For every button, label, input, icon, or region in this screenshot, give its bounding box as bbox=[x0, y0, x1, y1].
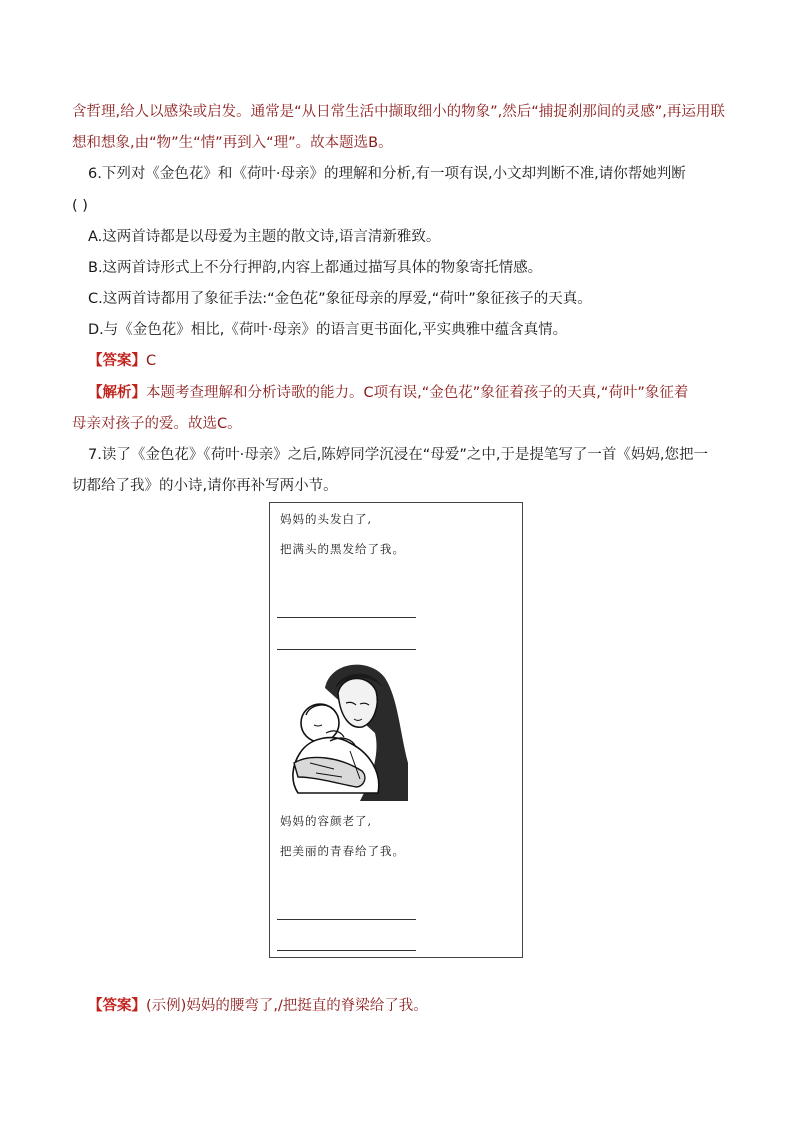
analysis-text: 本题考查理解和分析诗歌的能力。C项有误,“金色花”象征着孩子的天真,“荷叶”象征着 bbox=[146, 385, 689, 401]
previous-analysis-line-1: 含哲理,给人以感染或启发。通常是“从日常生活中撷取细小的物象”,然后“捕捉刹那间的灵感”,再运用联 bbox=[72, 104, 725, 120]
poem-stanza1-line2: 把满头的黑发给了我。 bbox=[280, 542, 405, 556]
poem-stanza2-line2: 把美丽的青春给了我。 bbox=[280, 844, 405, 858]
previous-analysis-line-2: 想和想象,由“物”生“情”再到入“理”。故本题选B。 bbox=[72, 135, 393, 151]
poem-stanza2-line1: 妈妈的容颜老了, bbox=[280, 814, 373, 828]
poem-box bbox=[269, 502, 523, 958]
question-6-answer bbox=[88, 351, 740, 371]
question-7-stem-line-2: 切都给了我》的小诗,请你再补写两小节。 bbox=[72, 478, 338, 494]
mother-and-child-illustration bbox=[290, 653, 410, 801]
option-d: D.与《金色花》相比,《荷叶·母亲》的语言更书面化,平实典雅中蕴含真情。 bbox=[88, 322, 568, 338]
answer-value: C bbox=[146, 353, 157, 369]
option-c: C.这两首诗都用了象征手法:“金色花”象征母亲的厚爱,“荷叶”象征孩子的天真。 bbox=[88, 291, 592, 307]
question-6-analysis-line-1 bbox=[88, 383, 740, 403]
option-b: B.这两首诗形式上不分行押韵,内容上都通过描写具体的物象寄托情感。 bbox=[88, 260, 543, 276]
question-6-analysis-line-2: 母亲对孩子的爱。故选C。 bbox=[72, 416, 242, 432]
answer-blank-2[interactable] bbox=[277, 649, 416, 650]
analysis-tag: 【解析】 bbox=[88, 385, 146, 401]
option-a: A.这两首诗都是以母爱为主题的散文诗,语言清新雅致。 bbox=[88, 229, 441, 245]
poem-stanza1-line1: 妈妈的头发白了, bbox=[280, 512, 373, 526]
answer-blank-4[interactable] bbox=[277, 950, 416, 951]
answer-blank-3[interactable] bbox=[277, 919, 416, 920]
answer-text: (示例)妈妈的腰弯了,/把挺直的脊梁给了我。 bbox=[146, 998, 428, 1014]
question-6-stem: 6.下列对《金色花》和《荷叶·母亲》的理解和分析,有一项有误,小文却判断不准,请你帮她判断 bbox=[88, 166, 686, 182]
answer-blank-1[interactable] bbox=[277, 617, 416, 618]
answer-tag: 【答案】 bbox=[88, 998, 146, 1014]
answer-tag: 【答案】 bbox=[88, 353, 146, 369]
question-7-answer bbox=[88, 996, 740, 1016]
question-6-bracket: ( ) bbox=[72, 198, 88, 214]
question-7-stem: 7.读了《金色花》《荷叶·母亲》之后,陈婷同学沉浸在“母爱”之中,于是提笔写了一首《妈妈,您把一 bbox=[88, 447, 709, 463]
